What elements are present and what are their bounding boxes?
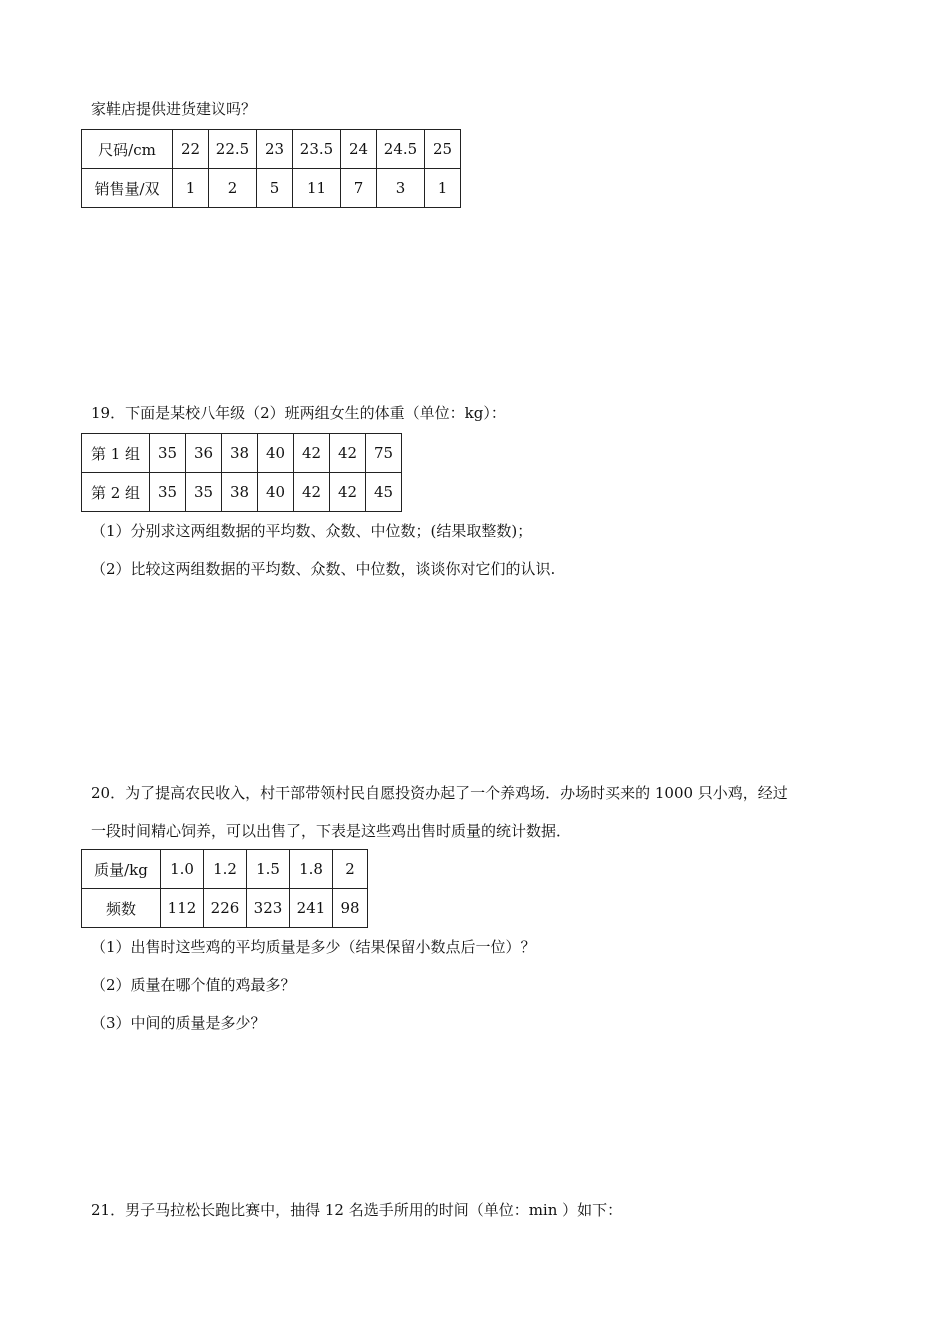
table-cell: 1 xyxy=(173,169,209,208)
table-cell: 1.5 xyxy=(247,850,290,889)
table-cell: 1.8 xyxy=(290,850,333,889)
table-cell: 1.0 xyxy=(161,850,204,889)
table-row xyxy=(82,889,368,928)
table-cell: 23.5 xyxy=(293,130,341,169)
table-cell: 35 xyxy=(186,473,222,512)
q20-subquestion-1: （1）出售时这些鸡的平均质量是多少（结果保留小数点后一位）？ xyxy=(91,938,536,956)
table-cell: 25 xyxy=(425,130,461,169)
table-row xyxy=(82,850,368,889)
table-cell: 23 xyxy=(257,130,293,169)
table-cell: 1 xyxy=(425,169,461,208)
table-cell: 3 xyxy=(377,169,425,208)
table-row xyxy=(82,434,402,473)
q19-stem: 19．下面是某校八年级（2）班两组女生的体重（单位：kg）： xyxy=(91,404,506,422)
table-row xyxy=(82,169,461,208)
table-cell: 42 xyxy=(294,473,330,512)
table-cell: 45 xyxy=(366,473,402,512)
table-cell: 11 xyxy=(293,169,341,208)
table-cell: 112 xyxy=(161,889,204,928)
q20-subquestion-2: （2）质量在哪个值的鸡最多？ xyxy=(91,976,296,994)
table-cell: 226 xyxy=(204,889,247,928)
table-cell: 尺码/cm xyxy=(82,130,173,169)
q20-subquestion-3: （3）中间的质量是多少？ xyxy=(91,1014,266,1032)
table-cell: 频数 xyxy=(82,889,161,928)
table-cell: 241 xyxy=(290,889,333,928)
table-cell: 38 xyxy=(222,473,258,512)
table-cell: 24 xyxy=(341,130,377,169)
q18-shoe-size-table xyxy=(81,129,461,208)
q21-stem: 21．男子马拉松长跑比赛中，抽得 12 名选手所用的时间（单位：min ）如下： xyxy=(91,1201,623,1219)
table-cell: 42 xyxy=(294,434,330,473)
table-cell: 质量/kg xyxy=(82,850,161,889)
table-cell: 42 xyxy=(330,434,366,473)
q20-stem-line-1: 20．为了提高农民收入，村干部带领村民自愿投资办起了一个养鸡场．办场时买来的 1000 只小鸡，经过 xyxy=(91,784,788,802)
q18-intro-text: 家鞋店提供进货建议吗？ xyxy=(91,100,257,118)
table-cell: 22 xyxy=(173,130,209,169)
table-cell: 销售量/双 xyxy=(82,169,173,208)
table-cell: 22.5 xyxy=(209,130,257,169)
q20-stem-line-2: 一段时间精心饲养，可以出售了，下表是这些鸡出售时质量的统计数据． xyxy=(91,822,572,840)
table-cell: 第 2 组 xyxy=(82,473,150,512)
table-cell: 第 1 组 xyxy=(82,434,150,473)
table-cell: 323 xyxy=(247,889,290,928)
table-cell: 35 xyxy=(150,473,186,512)
table-cell: 40 xyxy=(258,473,294,512)
q19-weight-table xyxy=(81,433,402,512)
table-cell: 7 xyxy=(341,169,377,208)
table-cell: 36 xyxy=(186,434,222,473)
table-cell: 24.5 xyxy=(377,130,425,169)
table-cell: 1.2 xyxy=(204,850,247,889)
table-cell: 2 xyxy=(333,850,368,889)
table-cell: 2 xyxy=(209,169,257,208)
table-cell: 38 xyxy=(222,434,258,473)
table-cell: 98 xyxy=(333,889,368,928)
table-cell: 40 xyxy=(258,434,294,473)
table-cell: 5 xyxy=(257,169,293,208)
table-row xyxy=(82,130,461,169)
q20-mass-frequency-table xyxy=(81,849,368,928)
table-row xyxy=(82,473,402,512)
q19-subquestion-2: （2）比较这两组数据的平均数、众数、中位数，谈谈你对它们的认识. xyxy=(91,560,556,578)
table-cell: 42 xyxy=(330,473,366,512)
table-cell: 35 xyxy=(150,434,186,473)
q19-subquestion-1: （1）分别求这两组数据的平均数、众数、中位数；(结果取整数)； xyxy=(91,522,533,540)
table-cell: 75 xyxy=(366,434,402,473)
